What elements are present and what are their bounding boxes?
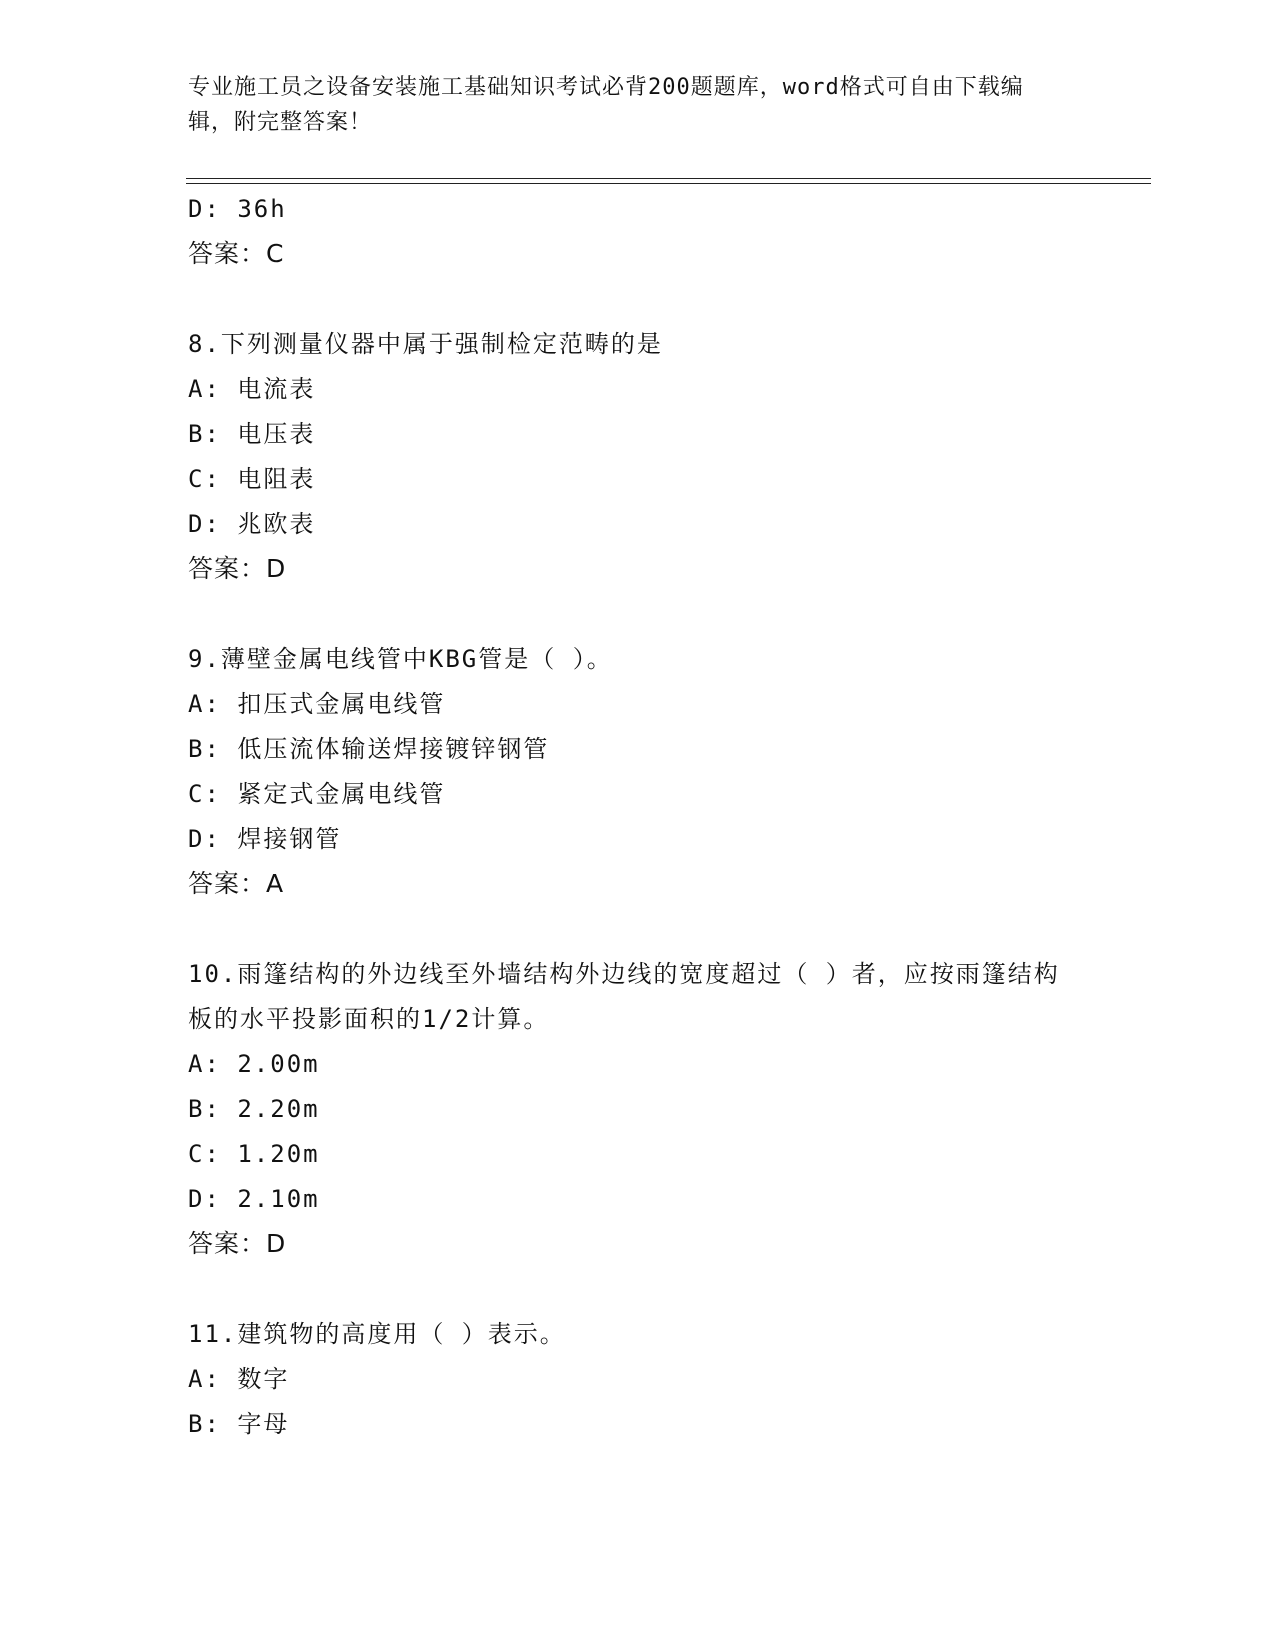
q10-option-b: B: 2.20m [188, 1095, 320, 1123]
q10-option-c: C: 1.20m [188, 1140, 320, 1168]
q8-option-b: B: 电压表 [188, 420, 316, 448]
document-header: 专业施工员之设备安装施工基础知识考试必背200题题库，word格式可自由下载编辑，附完整答案！ [188, 75, 1024, 135]
q10-option-d: D: 2.10m [188, 1185, 320, 1213]
q9-option-c: C: 紧定式金属电线管 [188, 780, 446, 808]
q11-text: 11.建筑物的高度用（ ）表示。 [188, 1320, 566, 1348]
q8-option-c: C: 电阻表 [188, 465, 316, 493]
q9-option-d: D: 焊接钢管 [188, 825, 342, 853]
q8-option-a: A: 电流表 [188, 375, 316, 403]
prev-option-d: D: 36h [188, 195, 287, 223]
q11-option-b: B: 字母 [188, 1410, 290, 1438]
prev-answer: 答案：C [188, 239, 285, 268]
q9-text: 9.薄壁金属电线管中KBG管是（ ）。 [188, 645, 613, 673]
q10-option-a: A: 2.00m [188, 1050, 320, 1078]
q9-answer: 答案：A [188, 869, 285, 898]
q8-answer: 答案：D [188, 554, 287, 583]
header-rule-bottom [186, 183, 1151, 184]
q9-option-a: A: 扣压式金属电线管 [188, 690, 446, 718]
q8-text: 8.下列测量仪器中属于强制检定范畴的是 [188, 330, 663, 358]
q10-answer: 答案：D [188, 1229, 287, 1258]
q11-option-a: A: 数字 [188, 1365, 290, 1393]
header-rule-top [186, 178, 1151, 179]
q9-option-b: B: 低压流体输送焊接镀锌钢管 [188, 735, 550, 763]
q10-text: 10.雨篷结构的外边线至外墙结构外边线的宽度超过（ ）者，应按雨篷结构板的水平投影面积的1/2计算。 [188, 960, 1060, 1033]
q8-option-d: D: 兆欧表 [188, 510, 316, 538]
